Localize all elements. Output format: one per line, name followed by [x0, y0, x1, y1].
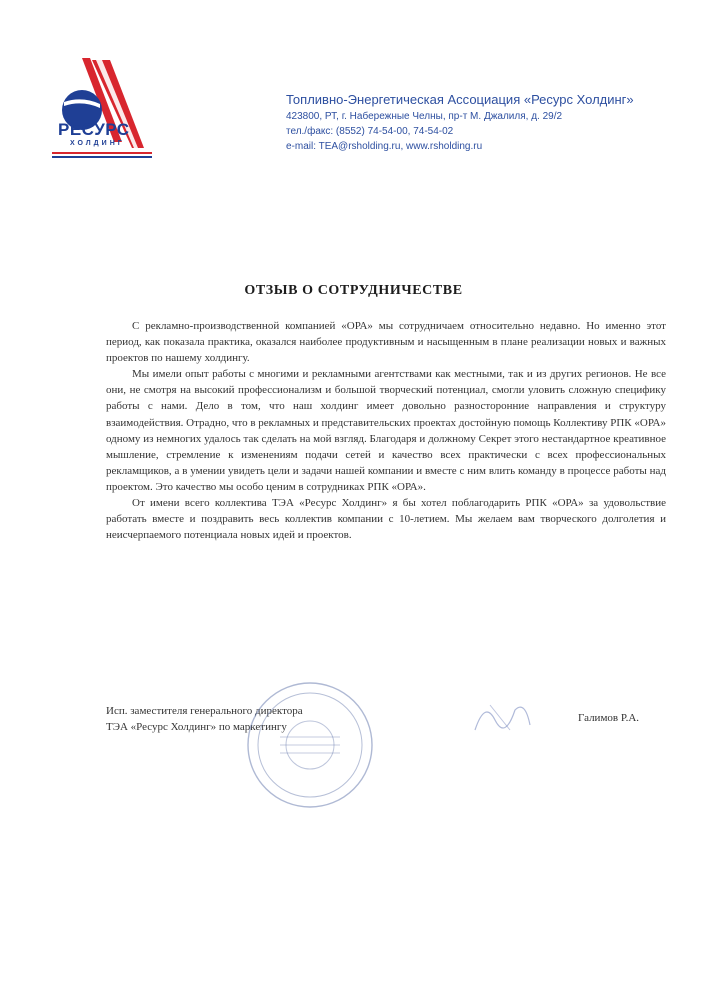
document-title: ОТЗЫВ О СОТРУДНИЧЕСТВЕ	[244, 283, 463, 298]
body-paragraph: Мы имели опыт работы с многими и рекламными агентствами как местными, так и из других регионов. Не все они, не смотря на высокий профессионализм и большой творческий потенциал, смогли уловить сложную специфику работы с нами. Дело в том, что наш холдинг имеет довольно разносторонние направления и структуру взаимодействия. Отрадно, что в рекламных и представительских проектах достойную помощь Коллективу РПК «ОРА» одному из немногих удалось так сделать на мой взгляд. Благодаря и должному Секрет этого нестандартное креативное мышление, стремление к изменениям подачи сетей и качество всех практически с всех профессиональных рекламщиков, а в умении увидеть цели и задачи нашей компании и вместе с ним влить команду в процессе работы над проектом. Это качество мы особо ценим в сотрудниках РПК «ОРА».	[106, 368, 666, 493]
organization-name: Топливно-Энергетическая Ассоциация «Ресурс Холдинг»	[286, 92, 634, 107]
letter-body	[106, 318, 666, 543]
organization-address: 423800, РТ, г. Набережные Челны, пр-т М. Джалиля, д. 29/2	[286, 111, 563, 122]
signatory-position-line: ТЭА «Ресурс Холдинг» по маркетингу	[106, 721, 287, 733]
body-paragraph: С рекламно-производственной компанией «ОРА» мы сотрудничаем относительно недавно. Но именно этот период, как показала практика, оказался наиболее продуктивным и насыщенным в плане реализации новых и важных проектов по нашему холдингу.	[106, 320, 666, 365]
signatory-position-line: Исп. заместителя генерального директора	[106, 705, 303, 717]
signatory-name: Галимов Р.А.	[578, 712, 640, 724]
round-seal-stamp-icon	[240, 675, 380, 815]
organization-phone: тел./факс: (8552) 74-54-00, 74-54-02	[286, 126, 454, 137]
organization-contacts[interactable]: e-mail: TEA@rsholding.ru, www.rsholding.ru	[286, 141, 483, 152]
organization-info	[286, 91, 676, 153]
handwritten-signature-icon	[470, 690, 540, 740]
body-paragraph: От имени всего коллектива ТЭА «Ресурс Холдинг» я бы хотел поблагодарить РПК «ОРА» за удовольствие работать вместе и поздравить весь коллектив компании с 10-летием. Мы желаем вам творческого долголетия и неисчерпаемого потенциала новых идей и проектов.	[106, 497, 666, 542]
logo-subword: ХОЛДИНГ	[70, 140, 125, 147]
logo-word: РЕСУРС	[58, 120, 130, 139]
